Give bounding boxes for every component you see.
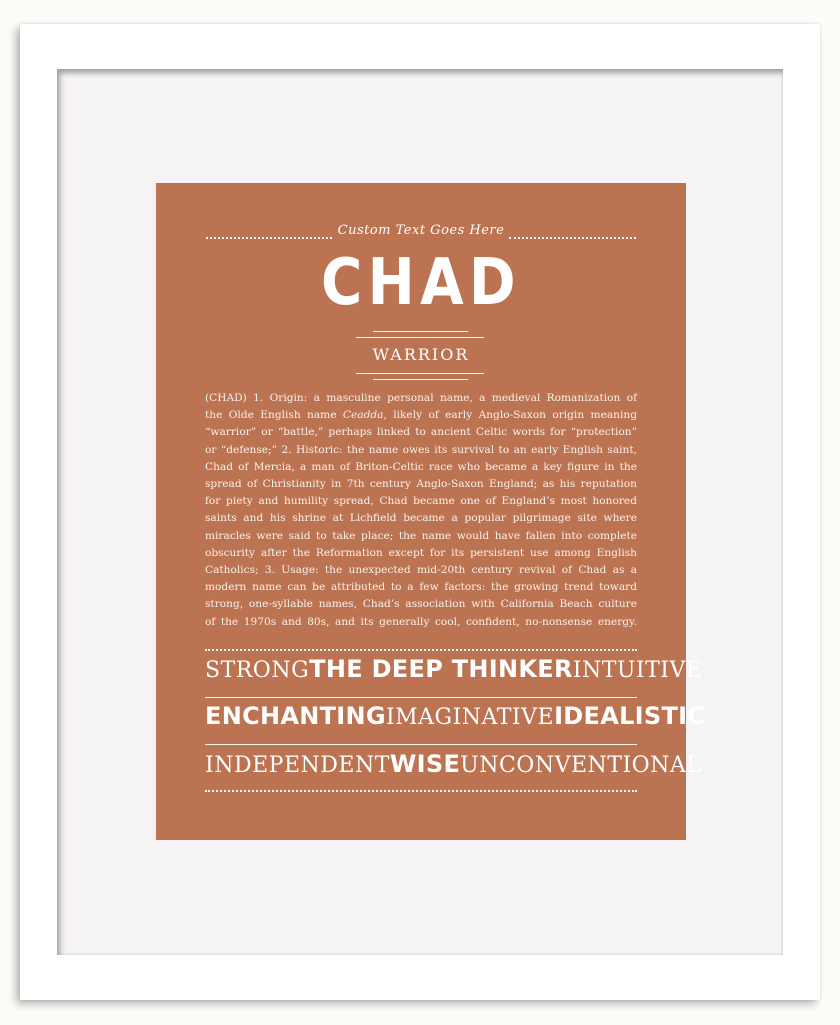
name-definition: [205, 390, 637, 631]
name-meaning: WARRIOR: [372, 345, 470, 364]
definition-line: modern name can be attributed to a few factors: the growing trend toward: [205, 581, 637, 594]
trait: ENCHANTING: [205, 702, 386, 730]
rule-lower-2: [373, 379, 468, 380]
trait: INTUITIVE: [572, 658, 703, 683]
dotted-line-traits-top: [205, 649, 637, 651]
definition-line: or “defense;” 2. Historic: the name owes its survival to an early English saint,: [205, 443, 637, 456]
definition-line: strong, one-syllable names, Chad’s association with California Beach culture: [205, 598, 637, 611]
trait: IMAGINATIVE: [385, 705, 555, 730]
trait: UNCONVENTIONAL: [460, 753, 702, 778]
definition-line: (CHAD) 1. Origin: a masculine personal name, a medieval Romanization of: [205, 392, 637, 404]
definition-line: saints and his shrine at Lichfield became a popular pilgrimage site where: [205, 512, 637, 525]
definition-line: “warrior” or “battle,” perhaps linked to ancient Celtic words for “protection”: [205, 426, 637, 439]
rule-upper-2: [356, 337, 484, 338]
custom-text: Custom Text Goes Here: [337, 223, 505, 238]
trait-row-3: [205, 750, 702, 790]
definition-line: for piety and humility spread, Chad became one of England’s most honored: [205, 495, 637, 508]
name-title: CHAD: [321, 246, 521, 320]
definition-line: Catholics; 3. Usage: the unexpected mid-20th century revival of Chad as a: [205, 564, 637, 577]
definition-line: the Olde English name Ceadda, likely of early Anglo-Saxon origin meaning: [205, 409, 637, 422]
definition-line: spread of Christianity in 7th century Anglo-Saxon England; as his reputation: [205, 478, 637, 491]
name-print: [156, 183, 706, 840]
dotted-line-traits-bottom: [205, 790, 637, 792]
trait-row-2: [205, 702, 706, 742]
trait: THE DEEP THINKER: [309, 655, 573, 683]
trait: WISE: [389, 750, 461, 778]
definition-line: Chad of Mercia, a man of Briton-Celtic race who became a key figure in the: [205, 460, 637, 473]
trait: INDEPENDENT: [205, 753, 390, 778]
trait-row-1: [205, 655, 703, 695]
trait-divider-2: [205, 744, 637, 745]
trait: STRONG: [205, 658, 310, 683]
rule-upper-1: [373, 331, 468, 332]
definition-line: of the 1970s and 80s, and its generally cool, confident, no-nonsense energy.: [205, 615, 637, 628]
original-name: Ceadda: [342, 409, 384, 422]
definition-line: miracles were said to take place; the name would have fallen into complete: [205, 529, 637, 542]
definition-line: obscurity after the Reformation except for its persistent use among English: [205, 546, 637, 559]
rule-lower-1: [356, 373, 484, 374]
trait-divider-1: [205, 697, 637, 698]
trait: IDEALISTIC: [554, 702, 706, 730]
